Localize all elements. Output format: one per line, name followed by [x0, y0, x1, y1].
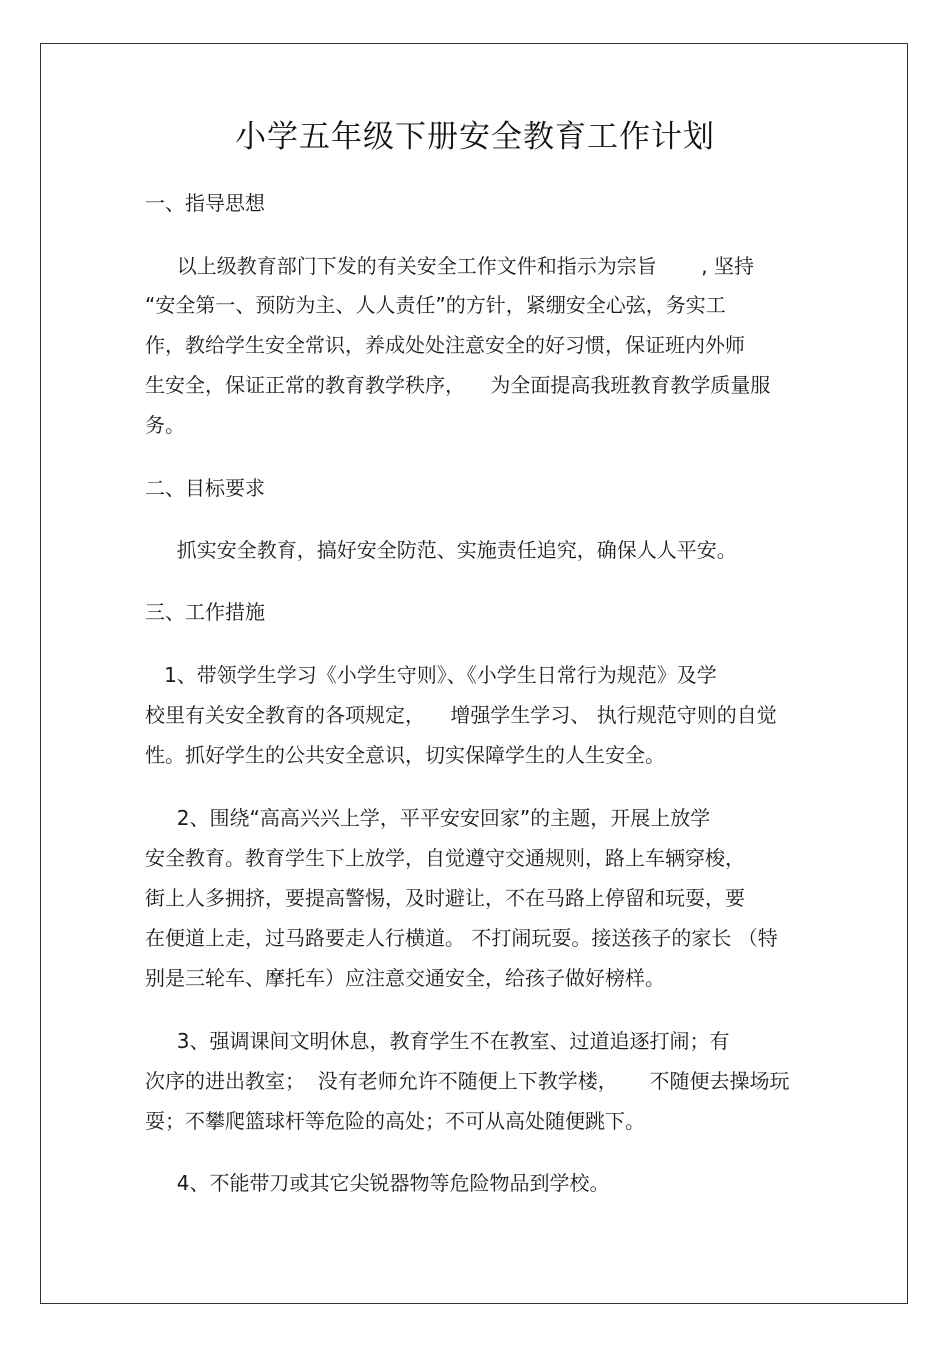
measure-item-line: 耍；不攀爬篮球杆等危险的高处；不可从高处随便跳下。 [145, 1109, 645, 1133]
paragraph-line: 作，教给学生安全常识，养成处处注意安全的好习惯，保证班内外师 [145, 333, 745, 357]
measure-item-line: 1、带领学生学习《小学生守则》、《小学生日常行为规范》及学 [145, 663, 717, 687]
measure-item-line: 在便道上走，过马路要走人行横道。 不打闹玩耍。接送孩子的家长 （特 [145, 926, 778, 950]
measure-item-line: 别是三轮车、摩托车）应注意交通安全，给孩子做好榜样。 [145, 966, 665, 990]
document-title: 小学五年级下册安全教育工作计划 [235, 119, 715, 155]
paragraph-line: 抓实安全教育，搞好安全防范、实施责任追究，确保人人平安。 [145, 538, 737, 562]
paragraph-line: 生安全，保证正常的教育教学秩序， 为全面提高我班教育教学质量服 [145, 373, 771, 397]
section-heading-guiding-ideology: 一、指导思想 [145, 191, 265, 215]
paragraph-line: 务。 [145, 413, 185, 437]
measure-item-line: 安全教育。教育学生下上放学，自觉遵守交通规则，路上车辆穿梭， [145, 846, 745, 870]
section-heading-goals: 二、目标要求 [145, 476, 265, 500]
measure-item-line: 校里有关安全教育的各项规定， 增强学生学习、 执行规范守则的自觉 [145, 703, 777, 727]
measure-item-line: 次序的进出教室； 没有老师允许不随便上下教学楼， 不随便去操场玩 [145, 1069, 790, 1093]
measure-item-line: 3、强调课间文明休息，教育学生不在教室、过道追逐打闹；有 [145, 1029, 730, 1053]
measure-item-line: 街上人多拥挤，要提高警惕，及时避让，不在马路上停留和玩耍，要 [145, 886, 745, 910]
measure-item-line: 4、不能带刀或其它尖锐器物等危险物品到学校。 [145, 1171, 610, 1195]
measure-item-line: 2、围绕“高高兴兴上学，平平安安回家”的主题，开展上放学 [145, 806, 711, 830]
section-heading-measures: 三、工作措施 [145, 600, 265, 624]
paragraph-line: “安全第一、预防为主、人人责任”的方针，紧绷安全心弦，务实工 [145, 293, 726, 317]
measure-item-line: 性。抓好学生的公共安全意识，切实保障学生的人生安全。 [145, 743, 665, 767]
paragraph-line: 以上级教育部门下发的有关安全工作文件和指示为宗旨 , 坚持 [145, 254, 755, 278]
